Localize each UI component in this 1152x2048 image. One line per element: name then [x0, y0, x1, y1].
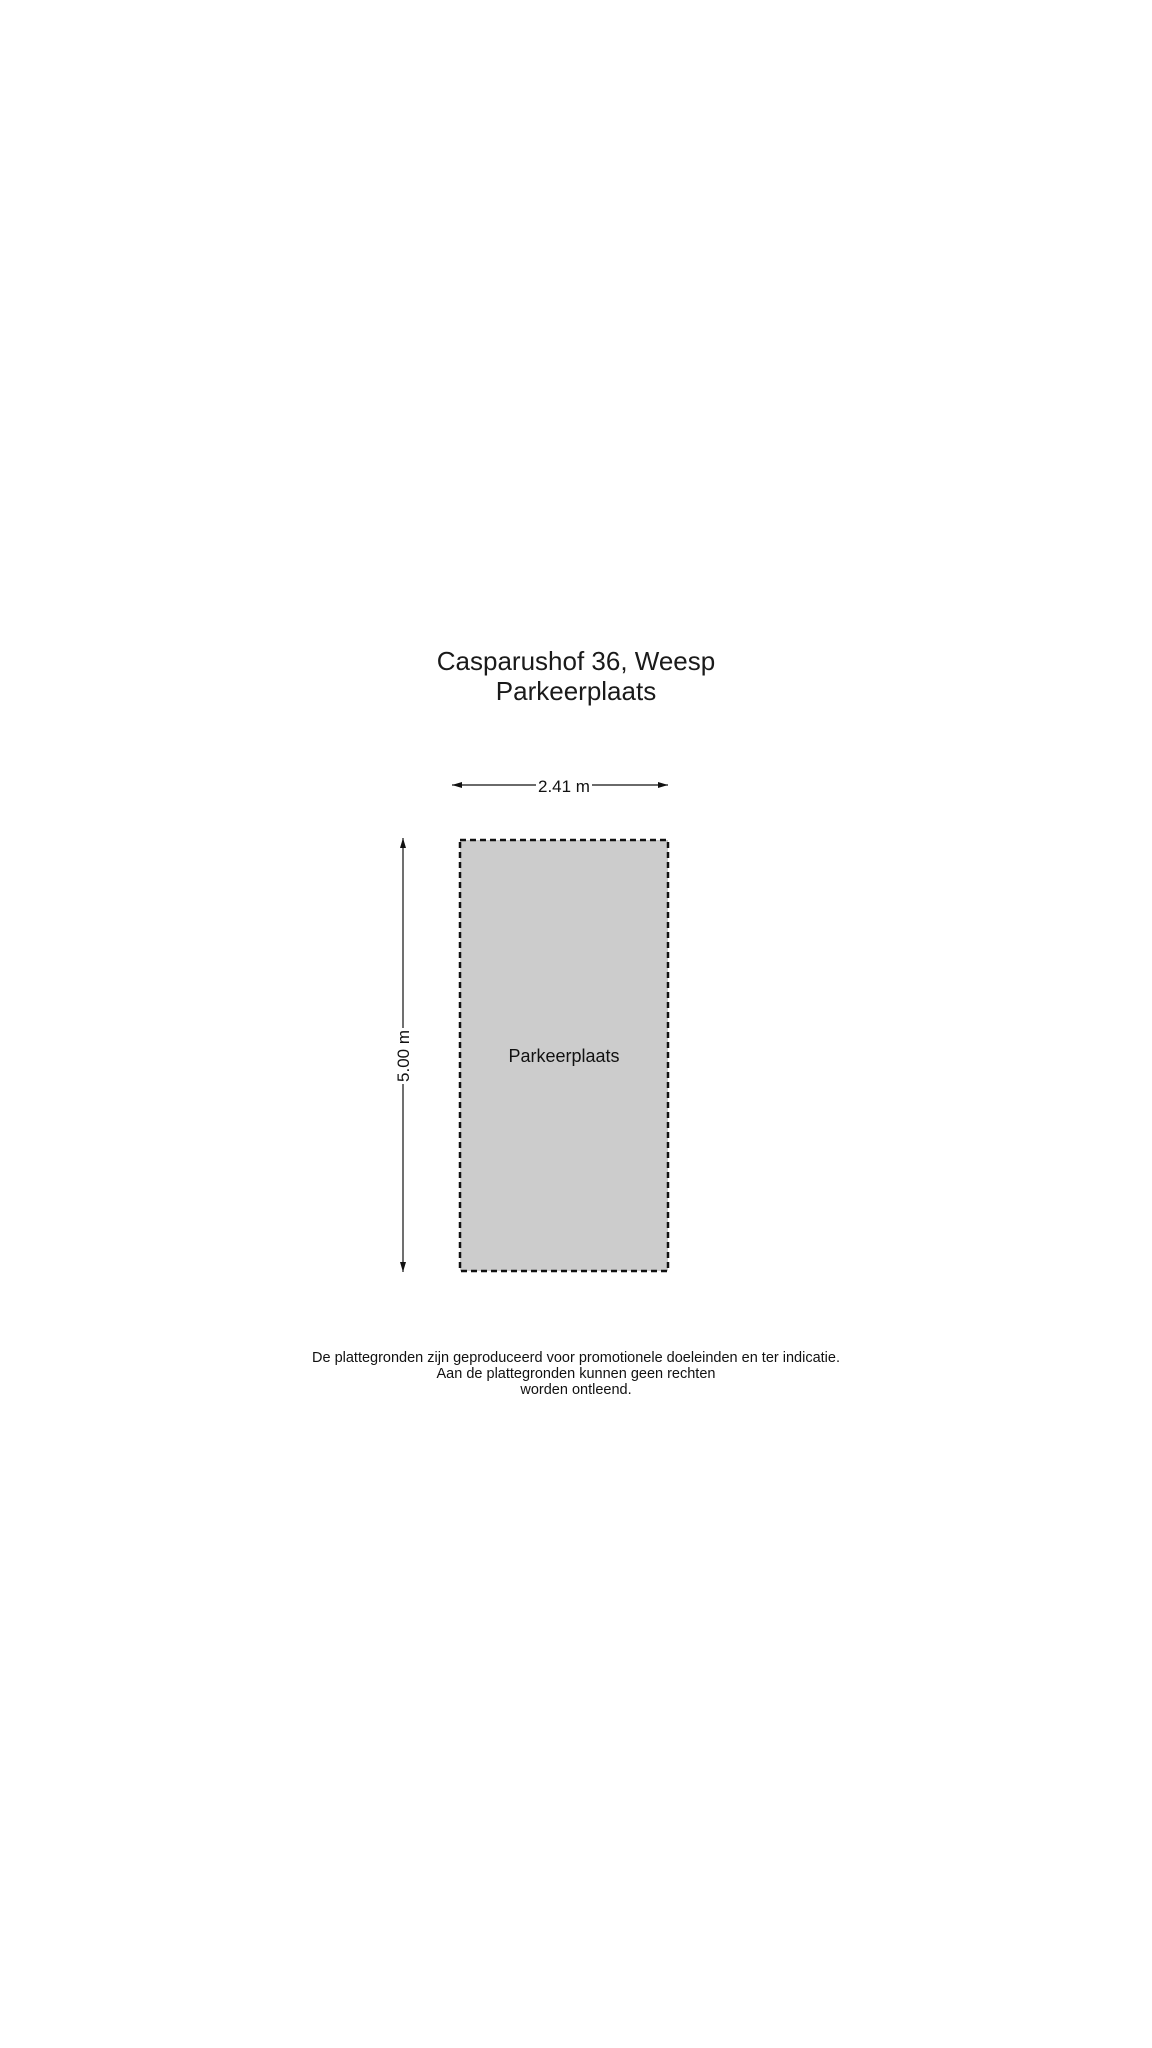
disclaimer-line-1: De plattegronden zijn geproduceerd voor promotionele doeleinden en ter indicatie.: [312, 1350, 840, 1366]
address-title: Casparushof 36, Weesp: [436, 646, 716, 676]
parking-space-room: [460, 840, 668, 1271]
width-label: 2.41 m: [538, 777, 590, 796]
disclaimer: [276, 1350, 876, 1398]
disclaimer-line-3: worden ontleend.: [520, 1382, 632, 1398]
width-dimension: [452, 777, 668, 796]
floor-title: Parkeerplaats: [495, 676, 657, 706]
length-label: 5.00 m: [394, 1030, 413, 1082]
disclaimer-line-2: Aan de plattegronden kunnen geen rechten: [436, 1366, 716, 1382]
room-label: Parkeerplaats: [508, 1046, 620, 1066]
length-dimension: [394, 838, 413, 1272]
